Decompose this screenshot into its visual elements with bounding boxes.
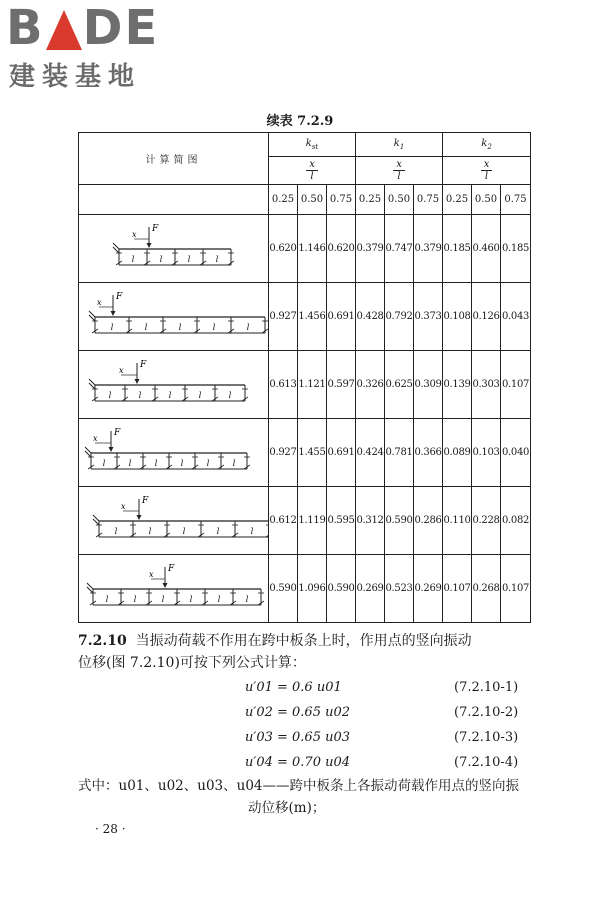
svg-text:l: l xyxy=(144,323,148,332)
equation-ref-4: (7.2.10-4) xyxy=(454,755,519,770)
table-cell: 0.379 xyxy=(414,215,443,283)
x-value-header: 0.75 xyxy=(414,185,443,215)
table-cell: 0.927 xyxy=(269,419,298,487)
svg-text:l: l xyxy=(168,391,172,400)
table-row xyxy=(79,487,531,555)
table-cell: 0.613 xyxy=(269,351,298,419)
table-cell: 0.107 xyxy=(443,555,472,623)
svg-text:F: F xyxy=(152,224,159,234)
beam-diagram xyxy=(79,215,269,283)
svg-text:l: l xyxy=(246,323,250,332)
svg-text:l: l xyxy=(108,391,112,400)
table-cell: 0.309 xyxy=(414,351,443,419)
table-cell: 0.625 xyxy=(385,351,414,419)
frac-header xyxy=(356,157,443,185)
svg-text:l: l xyxy=(215,255,219,264)
svg-text:l: l xyxy=(187,255,191,264)
table-cell: 0.103 xyxy=(472,419,501,487)
svg-text:l: l xyxy=(131,255,135,264)
equation-ref-1: (7.2.10-1) xyxy=(454,680,519,695)
table-cell: 0.691 xyxy=(327,283,356,351)
table-row xyxy=(79,351,531,419)
svg-text:l: l xyxy=(217,595,221,604)
table-cell: 0.927 xyxy=(269,283,298,351)
table-cell: 0.126 xyxy=(472,283,501,351)
beam-diagram xyxy=(79,283,269,351)
table-cell: 0.366 xyxy=(414,419,443,487)
table-cell: 0.110 xyxy=(443,487,472,555)
blank-header-cell xyxy=(79,185,269,215)
svg-text:x: x xyxy=(97,298,102,307)
table-cell: 0.043 xyxy=(501,283,531,351)
table-cell: 1.121 xyxy=(298,351,327,419)
table-cell: 0.185 xyxy=(501,215,531,283)
table-cell: 0.428 xyxy=(356,283,385,351)
svg-text:l: l xyxy=(105,595,109,604)
table-row xyxy=(79,555,531,623)
section-paragraph xyxy=(78,630,538,674)
x-value-header: 0.25 xyxy=(356,185,385,215)
svg-text:l: l xyxy=(133,595,137,604)
table-cell: 1.146 xyxy=(298,215,327,283)
x-value-header: 0.50 xyxy=(472,185,501,215)
table-row xyxy=(79,419,531,487)
svg-text:x: x xyxy=(93,434,98,443)
table-cell: 0.691 xyxy=(327,419,356,487)
frac-num: x xyxy=(481,159,493,171)
svg-text:F: F xyxy=(142,496,149,506)
frac-num: x xyxy=(393,159,405,171)
logo-brand-b: B xyxy=(6,0,45,56)
table-cell: 0.269 xyxy=(356,555,385,623)
group-header-k2: $k_2$ xyxy=(443,133,531,157)
logo-brand-de: DE xyxy=(82,0,160,56)
x-value-header: 0.25 xyxy=(269,185,298,215)
table-row xyxy=(79,215,531,283)
page-number: · 28 · xyxy=(95,822,126,836)
svg-text:x: x xyxy=(119,366,124,375)
svg-text:F: F xyxy=(114,428,121,438)
frac-den: l xyxy=(484,171,489,182)
section-number: 7.2.10 xyxy=(78,633,127,649)
coefficient-table xyxy=(78,132,531,623)
table-cell: 0.590 xyxy=(269,555,298,623)
svg-text:l: l xyxy=(245,595,249,604)
table-cell: 0.089 xyxy=(443,419,472,487)
table-cell: 0.139 xyxy=(443,351,472,419)
svg-text:l: l xyxy=(250,527,254,536)
table-cell: 0.268 xyxy=(472,555,501,623)
table-cell: 0.326 xyxy=(356,351,385,419)
frac-num: x xyxy=(306,159,318,171)
x-value-header: 0.50 xyxy=(385,185,414,215)
svg-text:l: l xyxy=(206,459,210,468)
beam-diagram xyxy=(79,351,269,419)
table-cell: 0.303 xyxy=(472,351,501,419)
svg-text:l: l xyxy=(138,391,142,400)
where-line-1: 式中：u01、u02、u03、u04——跨中板条上各振动荷载作用点的竖向振 xyxy=(78,778,519,794)
frac-header xyxy=(269,157,356,185)
svg-text:F: F xyxy=(140,360,147,370)
section-line-1 xyxy=(78,630,538,652)
where-clause xyxy=(78,775,558,819)
svg-text:l: l xyxy=(159,255,163,264)
x-value-header: 0.75 xyxy=(501,185,531,215)
table-cell: 0.040 xyxy=(501,419,531,487)
svg-text:l: l xyxy=(102,459,106,468)
group-header-k1: $k_1$ xyxy=(356,133,443,157)
table-cell: 0.107 xyxy=(501,351,531,419)
table-cell: 0.424 xyxy=(356,419,385,487)
svg-text:F: F xyxy=(168,564,175,574)
x-value-header: 0.50 xyxy=(298,185,327,215)
table-cell: 0.620 xyxy=(327,215,356,283)
svg-text:l: l xyxy=(232,459,236,468)
logo-subtitle: 建装基地 xyxy=(9,62,142,92)
svg-text:l: l xyxy=(212,323,216,332)
equation-ref-2: (7.2.10-2) xyxy=(454,705,519,720)
table-row xyxy=(79,283,531,351)
table-cell: 0.792 xyxy=(385,283,414,351)
section-text-1: 当振动荷载不作用在跨中板条上时，作用点的竖向振动 xyxy=(135,633,472,649)
equation-1: u′01 = 0.6 u01 xyxy=(245,680,342,695)
logo-triangle-icon xyxy=(46,10,82,50)
table-cell: 0.595 xyxy=(327,487,356,555)
svg-text:l: l xyxy=(154,459,158,468)
svg-text:l: l xyxy=(180,459,184,468)
logo-brand xyxy=(6,0,186,56)
svg-text:l: l xyxy=(182,527,186,536)
svg-text:F: F xyxy=(116,292,123,302)
frac-den: l xyxy=(310,171,314,182)
table-cell: 0.108 xyxy=(443,283,472,351)
table-cell: 0.523 xyxy=(385,555,414,623)
where-line-2: 动位移(m)； xyxy=(248,800,326,816)
table-cell: 0.228 xyxy=(472,487,501,555)
table-cell: 0.185 xyxy=(443,215,472,283)
table-cell: 1.456 xyxy=(298,283,327,351)
watermark-logo xyxy=(6,0,186,92)
table-cell: 0.597 xyxy=(327,351,356,419)
frac-den: l xyxy=(397,171,401,182)
beam-diagram xyxy=(79,555,269,623)
svg-text:x: x xyxy=(132,230,137,239)
svg-text:l: l xyxy=(148,527,152,536)
table-cell: 0.620 xyxy=(269,215,298,283)
col-header-label: 计算简图 xyxy=(145,155,202,166)
table-body xyxy=(79,215,531,623)
table-cell: 1.455 xyxy=(298,419,327,487)
table-cell: 0.269 xyxy=(414,555,443,623)
svg-text:l: l xyxy=(128,459,132,468)
table-cell: 0.286 xyxy=(414,487,443,555)
table-cell: 0.590 xyxy=(385,487,414,555)
equation-4: u′04 = 0.70 u04 xyxy=(245,755,351,770)
svg-text:l: l xyxy=(161,595,165,604)
table-cell: 0.460 xyxy=(472,215,501,283)
table-cell: 0.590 xyxy=(327,555,356,623)
svg-text:l: l xyxy=(216,527,220,536)
svg-text:x: x xyxy=(121,502,126,511)
table-cell: 0.747 xyxy=(385,215,414,283)
svg-text:l: l xyxy=(228,391,232,400)
col-header-diagram xyxy=(79,133,269,185)
svg-text:l: l xyxy=(189,595,193,604)
svg-text:l: l xyxy=(178,323,182,332)
section-text-2: 位移(图 7.2.10)可按下列公式计算： xyxy=(78,655,306,671)
table-cell: 0.107 xyxy=(501,555,531,623)
table-caption: 续表 7.2.9 xyxy=(266,114,334,129)
svg-text:l: l xyxy=(114,527,118,536)
svg-text:x: x xyxy=(149,570,154,579)
table-cell: 0.612 xyxy=(269,487,298,555)
group-header-kst: $k_{st}$ xyxy=(269,133,356,157)
equation-ref-3: (7.2.10-3) xyxy=(454,730,519,745)
table-cell: 0.379 xyxy=(356,215,385,283)
svg-text:l: l xyxy=(110,323,114,332)
table-cell: 0.082 xyxy=(501,487,531,555)
frac-header xyxy=(443,157,531,185)
beam-diagram xyxy=(79,419,269,487)
table-cell: 0.312 xyxy=(356,487,385,555)
table-cell: 0.781 xyxy=(385,419,414,487)
x-value-header: 0.25 xyxy=(443,185,472,215)
x-value-header: 0.75 xyxy=(327,185,356,215)
table-cell: 0.373 xyxy=(414,283,443,351)
equation-3: u′03 = 0.65 u03 xyxy=(245,730,351,745)
beam-diagram xyxy=(79,487,269,555)
table-cell: 1.096 xyxy=(298,555,327,623)
equation-2: u′02 = 0.65 u02 xyxy=(245,705,351,720)
svg-text:l: l xyxy=(198,391,202,400)
table-cell: 1.119 xyxy=(298,487,327,555)
